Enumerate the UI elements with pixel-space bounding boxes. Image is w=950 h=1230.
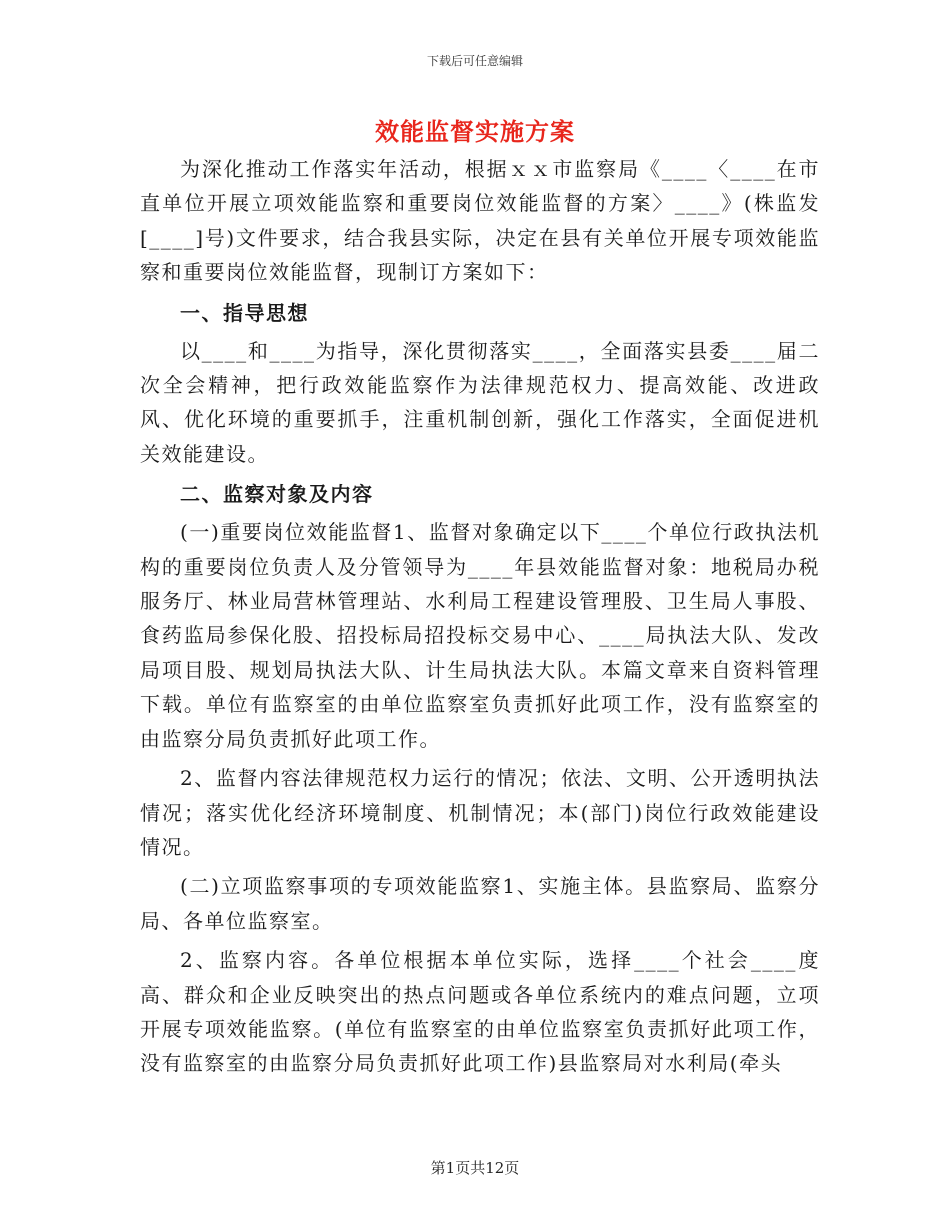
intro-paragraph: 为深化推动工作落实年活动，根据ｘｘ市监察局《____〈____在市直单位开展立项效能监察和重要岗位效能监督的方案〉____》(株监发[____]号)文件要求，结合我县实际，决定在县有关单位开展专项效能监察和重要岗位效能监督，现制订方案如下： [140,157,820,285]
document-body [140,152,820,1081]
guiding-paragraph: 以____和____为指导，深化贯彻落实____，全面落实县委____届二次全会精神，把行政效能监察作为法律规范权力、提高效能、改进政风、优化环境的重要抓手，注重机制创新，强化工作落实，全面促进机关效能建设。 [140,338,820,466]
supervision-content-paragraph: 2、监督内容法律规范权力运行的情况；依法、文明、公开透明执法情况；落实优化经济环境制度、机制情况；本(部门)岗位行政效能建设情况。 [140,766,820,859]
header-note: 下载后可任意编辑 [426,54,523,68]
special-inspection-paragraph: (二)立项监察事项的专项效能监察1、实施主体。县监察局、监察分局、各单位监察室。 [140,874,820,933]
page-number-footer: 第1页共12页 [430,1159,520,1177]
inspection-content-paragraph: 2、监察内容。各单位根据本单位实际，选择____个社会____度高、群众和企业反映突出的热点问题或各单位系统内的难点问题，立项开展专项效能监察。(单位有监察室的由单位监察室负责抓好此项工作，没有监察室的由监察分局负责抓好此项工作)县监察局对水利局(牵头 [140,948,820,1076]
section-heading-guiding: 一、指导思想 [180,300,309,325]
document-title: 效能监督实施方案 [375,117,575,146]
important-posts-paragraph: (一)重要岗位效能监督1、监督对象确定以下____个单位行政执法机构的重要岗位负责人及分管领导为____年县效能监督对象：地税局办税服务厅、林业局营林管理站、水利局工程建设管理股、卫生局人事股、食药监局参保化股、招投标局招投标交易中心、____局执法大队、发改局项目股、规划局执法大队、计生局执法大队。本篇文章来自资料管理下载。单位有监察室的由单位监察室负责抓好此项工作，没有监察室的由监察分局负责抓好此项工作。 [140,520,820,751]
section-heading-objects: 二、监察对象及内容 [180,482,374,507]
